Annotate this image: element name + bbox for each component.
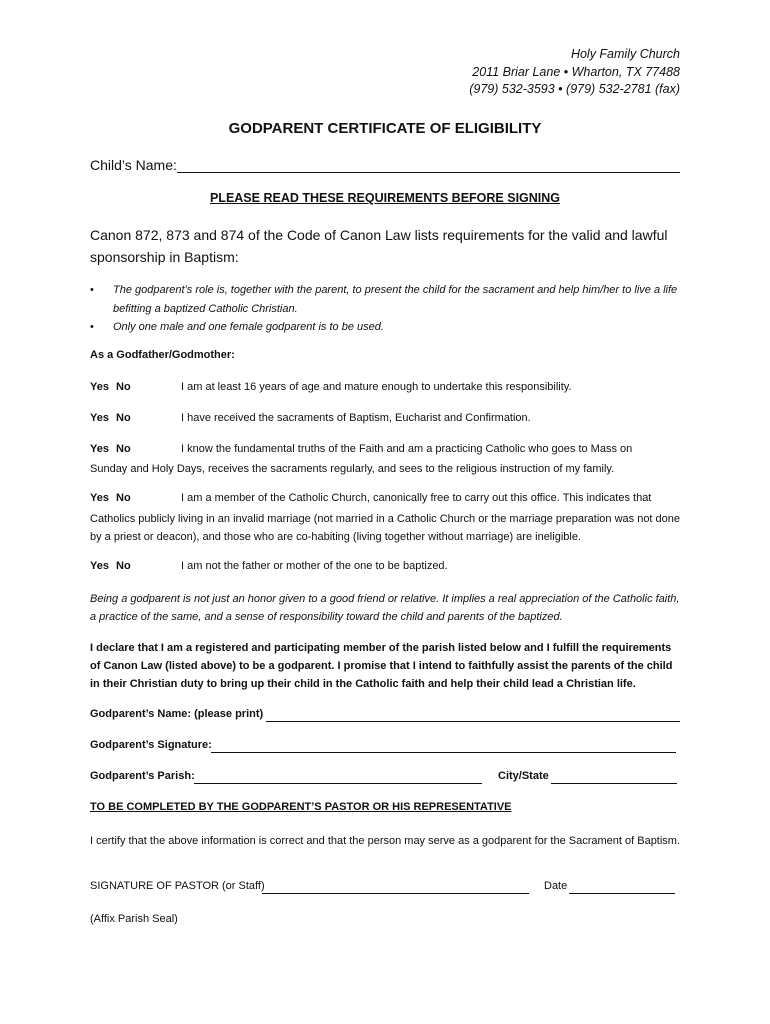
list-item	[90, 281, 680, 318]
requirements-list	[90, 281, 680, 337]
document-title: GODPARENT CERTIFICATE OF ELIGIBILITY	[228, 120, 542, 137]
city-state-field[interactable]	[551, 783, 677, 784]
yes-no-choice[interactable]: Yes No	[90, 381, 131, 393]
church-phone: (979) 532-3593 • (979) 532-2781 (fax)	[469, 82, 680, 96]
godparent-name-label: Godparent’s Name: (please print)	[90, 708, 264, 720]
godparent-heading: As a Godfather/Godmother:	[90, 349, 235, 361]
requirement-statement: I know the fundamental truths of the Faith and am a practicing Catholic who goes to Mass on	[181, 443, 633, 455]
requirement-statement: I am a member of the Catholic Church, canonically free to carry out this office. This indicates that	[181, 492, 652, 504]
requirement-statement-continued: Sunday and Holy Days, receives the sacraments regularly, and sees to the religious instruction of my family.	[90, 463, 615, 475]
yes-no-choice[interactable]: Yes No	[90, 412, 131, 424]
city-state-label: City/State	[498, 770, 549, 782]
yes-no-choice[interactable]: Yes No	[90, 492, 131, 504]
list-item	[90, 318, 680, 337]
date-label: Date	[544, 880, 568, 892]
pastor-section-heading: TO BE COMPLETED BY THE GODPARENT’S PASTOR OR HIS REPRESENTATIVE	[90, 801, 512, 813]
canon-text: Canon 872, 873 and 874 of the Code of Canon Law lists requirements for the valid and lawful sponsorship in Baptism:	[90, 227, 668, 265]
requirement-statement: I am at least 16 years of age and mature enough to undertake this responsibility.	[181, 381, 572, 393]
parish-seal-note: (Affix Parish Seal)	[90, 913, 178, 925]
child-name-field[interactable]	[177, 172, 680, 173]
child-name-label: Child’s Name:	[90, 157, 177, 173]
bullet-icon: •	[90, 284, 94, 296]
yes-no-choice[interactable]: Yes No	[90, 560, 131, 572]
date-field[interactable]	[569, 893, 675, 894]
requirement-statement: I have received the sacraments of Baptism, Eucharist and Confirmation.	[181, 412, 531, 424]
godparent-signature-label: Godparent’s Signature:	[90, 739, 212, 751]
pastor-signature-field[interactable]	[262, 893, 529, 894]
requirement-statement: I am not the father or mother of the one to be baptized.	[181, 560, 448, 572]
certify-paragraph: I certify that the above information is correct and that the person may serve as a godparent for the Sacrament of Baptism.	[90, 835, 681, 847]
requirement-statement-continued: Catholics publicly living in an invalid marriage (not married in a Catholic Church or the marriage preparation was not done by a priest or deacon), and those who are co-habiting (living together without marriage) are ineligible.	[90, 513, 681, 543]
pastor-signature-label: SIGNATURE OF PASTOR (or Staff)	[90, 880, 265, 892]
declaration-paragraph: I declare that I am a registered and participating member of the parish listed below and I fulfill the requirements of Canon Law (listed above) to be a godparent. I promise that I intend to faithfully assist the parents of the child in their Christian duty to bring up their child in the Catholic faith and help their child lead a Christian life.	[90, 642, 673, 690]
godparent-signature-field[interactable]	[211, 752, 676, 753]
bullet-text: The godparent’s role is, together with the parent, to present the child for the sacrament and help him/her to live a life befitting a baptized Catholic Christian.	[113, 284, 678, 315]
bullet-icon: •	[90, 321, 94, 333]
honor-paragraph: Being a godparent is not just an honor given to a good friend or relative. It implies a real appreciation of the Catholic faith, a practice of the same, and a sense of responsibility toward the child and parents of the baptized.	[90, 593, 680, 623]
church-address: 2011 Briar Lane • Wharton, TX 77488	[472, 65, 680, 79]
godparent-parish-label: Godparent’s Parish:	[90, 770, 195, 782]
church-name: Holy Family Church	[570, 47, 680, 61]
yes-no-choice[interactable]: Yes No	[90, 443, 131, 455]
requirements-heading: PLEASE READ THESE REQUIREMENTS BEFORE SIGNING	[209, 191, 561, 205]
godparent-parish-field[interactable]	[194, 783, 482, 784]
bullet-text: Only one male and one female godparent is to be used.	[113, 321, 384, 333]
godparent-name-field[interactable]	[266, 721, 680, 722]
